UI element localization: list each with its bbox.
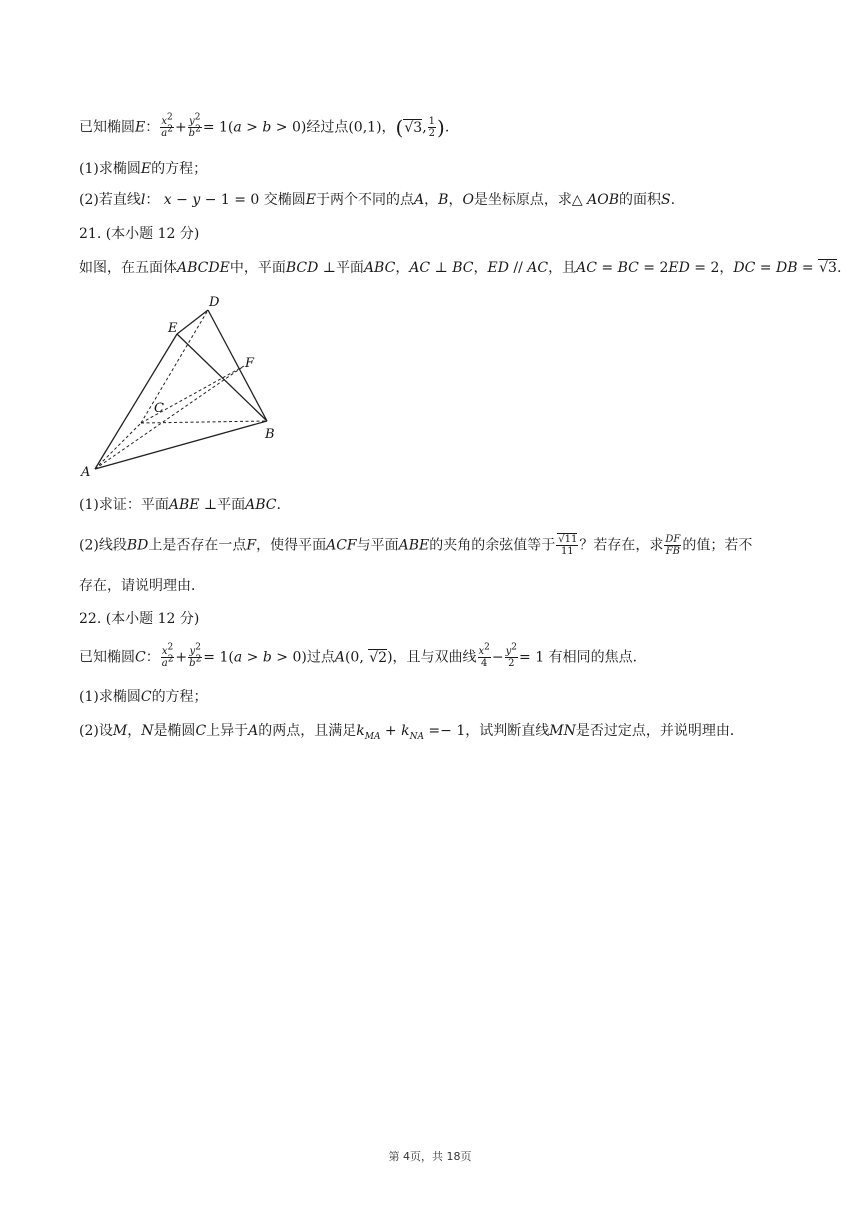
q22-part1-end: 的方程；: [151, 689, 208, 705]
q21-part1: (1)求证：平面ABE ⊥平面ABC.: [79, 497, 281, 513]
q21-part2-mid4: 的夹角的余弦值等于: [429, 537, 556, 554]
q21-part2-cont: 存在，请说明理由．: [79, 578, 205, 594]
q22-header: 22. (本小题 12 分): [79, 611, 200, 627]
q20-part1-text: (1)求椭圆: [79, 161, 141, 177]
q22-part2-mid3: 的两点，且满足: [258, 723, 357, 739]
q22-intro-mid1: 过点: [306, 649, 335, 666]
q21-part2-prefix: (2)线段: [79, 537, 127, 554]
fraction-y2-2: $\frac{y^2}{2}$: [505, 642, 518, 669]
q21-part2-mid3: 与平面: [356, 537, 399, 554]
q20-part2: (2)若直线l： x − y − 1 = 0 交椭圆E于两个不同的点A，B，O是坐标原点，求△ AOB的面积S.: [79, 192, 676, 208]
label-B: B: [265, 427, 275, 442]
q22-part2-mid1: 是椭圆: [153, 723, 196, 739]
q21-header: 21. (本小题 12 分): [79, 226, 200, 242]
fraction-1-2: $\frac{1}{2}$: [428, 116, 436, 139]
label-D: D: [209, 295, 220, 310]
q22-part2-end: 是否过定点，并说明理由．: [575, 723, 744, 739]
q21-part2-mid2: ，使得平面: [256, 537, 327, 554]
q20-part1: (1)求椭圆E的方程；: [79, 161, 208, 177]
label-E: E: [168, 321, 178, 336]
q21-part1-prefix: (1)求证：平面: [79, 497, 169, 513]
q21-intro-prefix: 如图，在五面体: [79, 260, 177, 276]
q20-intro-after-eq: 经过点: [306, 119, 349, 136]
q21-intro-and: ，且: [548, 260, 577, 276]
q22-intro-end: 有相同的焦点．: [548, 649, 647, 666]
q20-part2-mid2: 于两个不同的点: [316, 192, 415, 208]
edge-CB: [141, 421, 267, 423]
q21-part1-mid: 平面: [217, 497, 246, 513]
fraction-x2-4: $\frac{x^2}{4}$: [478, 642, 490, 669]
q22-intro: 已知椭圆C： $\frac{x^2}{a^2}$ + $\frac{y^2}{b^2}$ = 1(a > b > 0)过点A(0, √2)，且与双曲线 $\frac{x^2}{4}$ − $\frac{y^2}{2}$ = 1 有相同的焦点．: [79, 642, 647, 669]
q20-part2-end: 的面积: [619, 192, 662, 208]
q20-part2-prefix: (2)若直线: [79, 192, 141, 208]
edge-ED: [177, 310, 208, 334]
ellipse-e-label: E: [135, 119, 146, 136]
pentahedron-figure: [78, 290, 288, 480]
q22-intro-mid2: ，且与双曲线: [392, 649, 477, 666]
q21-intro-mid1: 中，平面: [229, 260, 286, 276]
q20-part2-mid3: 是坐标原点，求: [473, 192, 572, 208]
fraction-DF-FB: $\frac{DF}{FB}$: [665, 534, 681, 557]
q20-part1-end: 的方程；: [151, 161, 208, 177]
sqrt-3: √3: [404, 119, 423, 136]
label-C: C: [154, 401, 164, 416]
q21-intro: 如图，在五面体ABCDE中，平面BCD ⊥平面ABC，AC ⊥ BC，ED // AC，且AC = BC = 2ED = 2，DC = DB = √3.: [79, 260, 842, 276]
point-0-1: (0,1): [348, 119, 382, 136]
q20-intro: 已知椭圆E： $\frac{x^2}{a^2}$ + $\frac{y^2}{b^2}$ = 1(a > b > 0)经过点(0,1)，(√3, $\frac{1}{2}$ ).: [79, 112, 450, 140]
edge-AF: [95, 366, 244, 469]
edge-AE: [95, 334, 177, 469]
q22-part1-prefix: (1)求椭圆: [79, 689, 141, 705]
q22-intro-prefix: 已知椭圆: [79, 649, 135, 666]
q20-part2-mid1: 交椭圆: [263, 192, 306, 208]
edge-EB: [177, 334, 267, 421]
q22-part2-mid2: 上异于: [206, 723, 249, 739]
label-A: A: [81, 465, 91, 480]
edge-AB: [95, 421, 267, 469]
q22-part2-mid4: ，试判断直线: [465, 723, 550, 739]
fraction-sqrt11-11: $\frac{√11}{11}$: [558, 534, 578, 557]
q22-part1: (1)求椭圆C的方程；: [79, 689, 208, 705]
q22-part2: (2)设M，N是椭圆C上异于A的两点，且满足$k_{MA} + k_{NA} =- 1$，试判断直线MN是否过定点，并说明理由．: [79, 723, 744, 742]
q21-part2: (2)线段BD上是否存在一点F，使得平面ACF与平面ABE的夹角的余弦值等于 $\frac{√11}{11}$ ？若存在，求 $\frac{DF}{FB}$ 的值；若不: [79, 534, 753, 557]
fraction-x2-a2: $\frac{x^2}{a^2}$: [161, 112, 173, 139]
q21-part2-mid6: 的值；若不: [682, 537, 753, 554]
q21-intro-mid2: 平面: [335, 260, 364, 276]
label-F: F: [245, 356, 255, 371]
q21-part2-mid5: ？若存在，求: [579, 537, 664, 554]
q21-part2-mid1: 上是否存在一点: [148, 537, 247, 554]
q20-intro-prefix: 已知椭圆: [79, 119, 135, 136]
fraction-y2-b2: $\frac{y^2}{b^2}$: [188, 112, 201, 139]
edge-DB: [208, 310, 267, 421]
page-footer: 第 4页，共 18页: [388, 1150, 472, 1163]
q22-part2-prefix: (2)设: [79, 723, 113, 739]
